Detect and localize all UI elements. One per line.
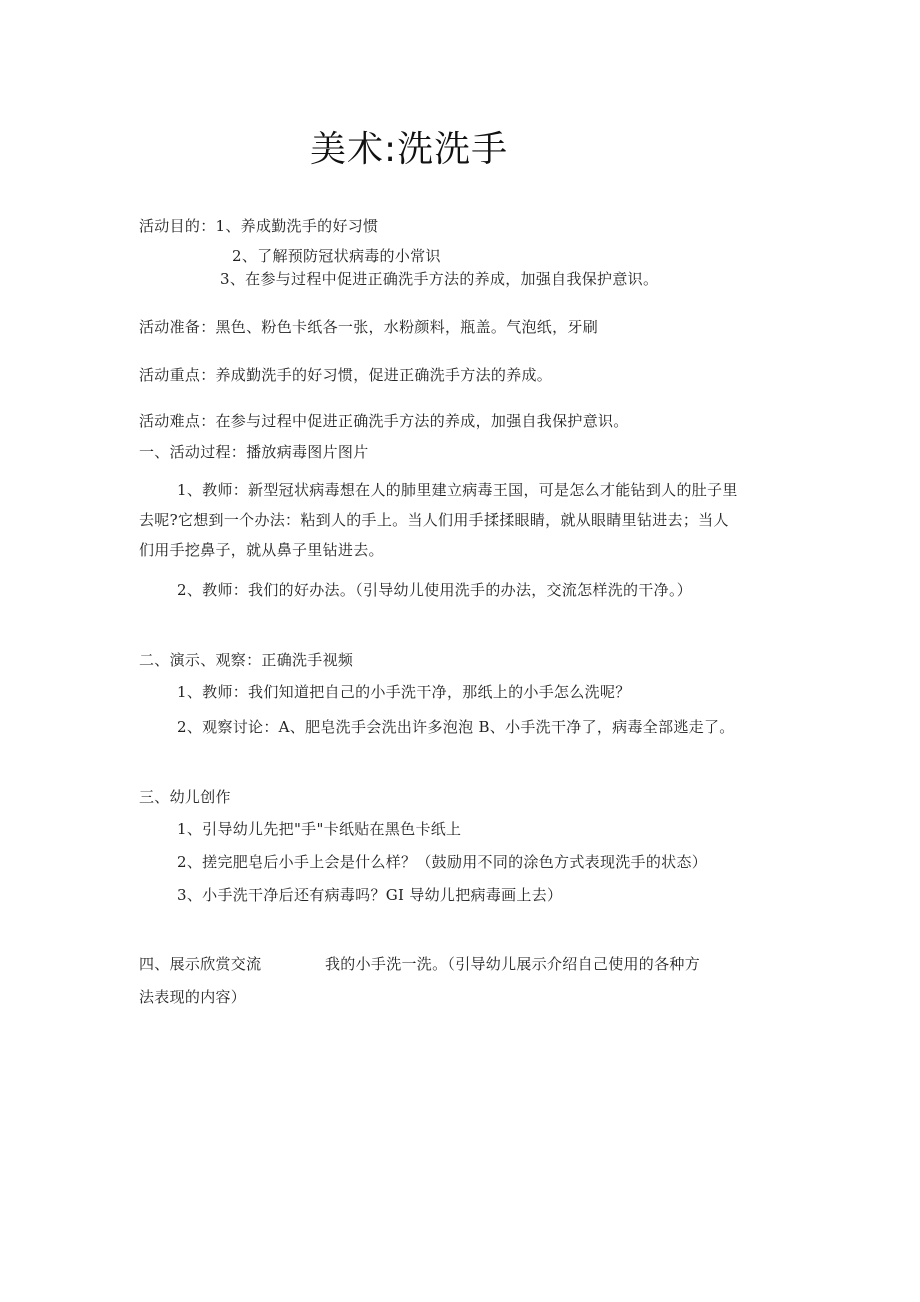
section-3-heading: 三、幼儿创作	[139, 788, 231, 806]
document-title: 美术:洗洗手	[310, 129, 509, 170]
section-4-heading: 四、展示欣赏交流	[139, 955, 262, 973]
objective-line-2: 2、了解预防冠状病毒的小常识	[232, 247, 441, 265]
preparation-line: 活动准备：黑色、粉色卡纸各一张，水粉颜料，瓶盖。气泡纸，牙刷	[139, 318, 599, 336]
section-3-item-2: 2、搓完肥皂后小手上会是什么样？（鼓励用不同的涂色方式表现洗手的状态）	[177, 853, 708, 871]
difficulty-line: 活动难点：在参与过程中促进正确洗手方法的养成，加强自我保护意识。	[139, 412, 629, 430]
section-2-item-1: 1、教师：我们知道把自己的小手洗干净，那纸上的小手怎么洗呢？	[177, 683, 631, 701]
section-1-heading: 一、活动过程：播放病毒图片图片	[139, 443, 369, 461]
section-3-item-3: 3、小手洗干净后还有病毒吗？GI 导幼儿把病毒画上去）	[177, 886, 563, 904]
section-2-item-2: 2、观察讨论：A、肥皂洗手会洗出许多泡泡 B、小手洗干净了，病毒全部逃走了。	[177, 718, 735, 736]
section-1-item-1-line-2: 去呢?它想到一个办法：粘到人的手上。当人们用手揉揉眼睛，就从眼睛里钻进去；当人	[139, 511, 729, 529]
section-3-item-1: 1、引导幼儿先把"手"卡纸贴在黑色卡纸上	[177, 820, 462, 838]
section-1-item-1-line-1: 1、教师：新型冠状病毒想在人的肺里建立病毒王国，可是怎么才能钻到人的肚子里	[177, 481, 738, 499]
section-1-item-2: 2、教师：我们的好办法。（引导幼儿使用洗手的办法，交流怎样洗的干净。）	[177, 581, 693, 599]
section-1-item-1-line-3: 们用手挖鼻子，就从鼻子里钻进去。	[139, 541, 384, 559]
objective-line-3: 3、在参与过程中促进正确洗手方法的养成，加强自我保护意识。	[220, 270, 659, 288]
section-2-heading: 二、演示、观察：正确洗手视频	[139, 651, 354, 669]
section-4-text-line-1: 我的小手洗一洗。（引导幼儿展示介绍自己使用的各种方	[325, 955, 701, 973]
objective-line-1: 活动目的：1、养成勤洗手的好习惯	[139, 217, 379, 235]
section-4-text-line-2: 法表现的内容）	[139, 988, 247, 1006]
key-point-line: 活动重点：养成勤洗手的好习惯，促进正确洗手方法的养成。	[139, 366, 553, 384]
